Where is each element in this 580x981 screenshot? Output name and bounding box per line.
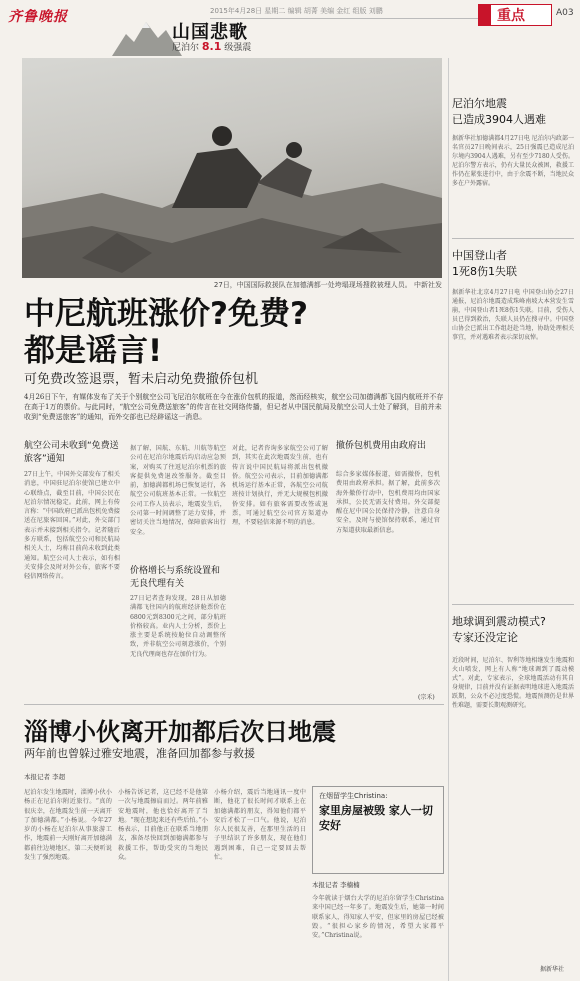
topic-sub-suffix: 级强震 (224, 43, 252, 53)
story2-col-2: 小杨告诉记者，这已经不是他第一次与地震擦肩而过。两年前雅安地震时，他也恰好离开了当地。“现在想起来还有些后怕。”小杨表示，目前他正在联系当地朋友，准备尽快回到加德满都参与救援工作，帮助受灾的当地民众。 (118, 789, 208, 862)
sidebar-divider-1 (452, 238, 574, 239)
story1-author: (宗禾) (418, 694, 435, 701)
photo-caption: 27日，中国国际救援队在加德满都一处垮塌现场搜救被埋人员。 中新社发 (213, 281, 442, 289)
rescue-scene-illustration (22, 58, 442, 278)
story2-col-3: 小杨介绍，震后当地通讯一度中断，他花了很长时间才联系上在加德满都的朋友，得知他们都平安后才松了一口气。他说，尼泊尔人民很友善，在那里生活的日子里结识了许多朋友，现在他们遇到困难，自己一定要回去帮忙。 (214, 789, 306, 862)
headline-zibo-man: 淄博小伙离开加都后次日地震 (24, 718, 336, 746)
story1-col-1: 27日上午，中国外交部发布了相关消息，中国驻尼泊尔使馆已建立中心联络点，截至目前，中国公民在尼泊尔情况稳定。此前，网上有传言称：“中国政府已派出包机免费接送在尼旅客回国。”对此，外交部门表示并未接到相关指令。记者随后多方联系，包括航空公司和民航局相关人士，均称目前尚未收到此类通知。航空公司人士表示，如有相关安排会及时对外公布，旅客不要轻信网络传言。 (24, 471, 120, 581)
story1-col-2: 据了解，国航、东航、川航等航空公司在尼泊尔地震后均启动应急预案，对购买了往返尼泊尔机票的旅客提供免费退改签服务。截至目前，加德满都机场已恢复运行，各航空公司航班基本正常。一位航空公司工作人员表示，地震发生后，公司第一时间调整了运力安排，并密切关注当地情况，保障旅客出行安全。 (130, 445, 226, 536)
sidebar-headline-3-line-1: 地球调到震动模式? (452, 615, 546, 628)
story2-dek: 两年前也曾躲过雅安地震，准备回加都参与救援 (24, 747, 255, 760)
story1-col-3: 对此，记者咨询多家航空公司了解到，其实在此次地震发生前，也有传言说中国民航局将派出包机撤侨。航空公司表示，目前加德满都机场运行基本正常，各航空公司航班按计划执行，并无大规模包机撤侨安排。如有旅客需要改签或退票，可通过航空公司官方渠道办理，不要轻信来源不明的消息。 (232, 445, 328, 527)
box-title: 家里房屋被毁 家人一切安好 (319, 804, 433, 832)
rescue-photo (22, 58, 442, 278)
sidebar-headline-3-line-2: 专家还没定论 (452, 631, 518, 644)
header-divider (210, 18, 490, 19)
topic-sub-prefix: 尼泊尔 (172, 43, 200, 53)
masthead (0, 0, 580, 58)
sidebar-text-3: 近段时间，尼泊尔、智利等地相继发生地震和火山喷发，网上有人称“地球调到了震动模式”。对此，专家表示，全球地震活动有其自身规律，目前并没有证据表明地球进入地震活跃期，公众不必过度恐慌。地震预测仍是世界性难题，需要长期观测研究。 (452, 657, 574, 709)
story1-subhead-3: 撤侨包机费用由政府出 (336, 441, 427, 451)
headline-flight-rumors (24, 296, 444, 370)
box-text: 今年就读于烟台大学的尼泊尔留学生Christina来中国已经一年多了。地震发生后，她第一时间联系家人，得知家人平安，但家里的房屋已经被毁。“很担心家乡的情况，希望大家都平安。”Christina说。 (312, 895, 444, 940)
story1-subhead-2: 价格增长与系统设置和无良代理有关 (130, 566, 221, 589)
sidebar-divider-2 (452, 604, 574, 605)
topic-sub-magnitude: 8.1 (201, 40, 222, 53)
student-box (312, 786, 444, 874)
section-mark-icon (479, 5, 491, 25)
sidebar-headline-1 (452, 96, 574, 128)
sidebar-headline-2-line-2: 1死8伤1失联 (452, 265, 517, 278)
headline-line-1: 中尼航班涨价?免费? (24, 296, 308, 332)
story1-lead: 4月26日下午，有媒体发布了关于个别航空公司飞尼泊尔航班在今在涨价包机的报道，然而经核实，航空公司加德满都飞国内航班并不存在高于1万的票价。与此同时，“航空公司免费送旅客”的传言在社交网络传播，但记者从中国民航局及航空公司人士处了解到，目前并未收到“免费送旅客”的通知，而外交部也已经辟谣这一消息。 (24, 393, 444, 421)
sidebar-headline-2 (452, 248, 574, 280)
story1-subhead-1: 航空公司未收到“免费送旅客”通知 (24, 441, 119, 464)
story1-col-4: 综合多家媒体报道，如需撤侨，包机费用由政府承担。据了解，此前多次海外撤侨行动中，包机费用均由国家承担，公民无需支付费用。外交部提醒在尼中国公民保持冷静，注意自身安全，及时与使馆保持联系，通过官方渠道获取最新信息。 (336, 471, 440, 534)
story1-col-2b: 27日记者查询发现，28日从加德满都飞往国内的航班经济舱票价在6800元到8300元之间，部分航班价格较高。业内人士分析，票价上涨主要是系统按舱位自动调整所致，并非航空公司刻意涨价，个别无良代理商也存在加价行为。 (130, 595, 226, 658)
story2-byline: 本报记者 李超 (24, 773, 66, 781)
topic-subtitle (172, 40, 251, 53)
box-byline: 本报记者 李楠楠 (312, 881, 360, 889)
page-number: A03 (556, 8, 574, 18)
story-divider (24, 704, 444, 705)
topic-title: 山国悲歌 (172, 22, 248, 43)
sidebar-text-1: 据新华社加德满都4月27日电 尼泊尔内政部一名官员27日晚间表示，25日强震已造成尼泊尔境内3904人遇难，另有至少7180人受伤。尼泊尔警方表示，仍有大量民众被困，救援工作仍在紧张进行中，由于余震不断，当地民众多在户外露宿。 (452, 135, 574, 187)
story1-dek: 可免费改签退票，暂未启动免费撤侨包机 (24, 372, 259, 387)
section-tag (478, 4, 552, 26)
story2-col-1: 尼泊尔发生地震时，淄博小伙小杨正在尼泊尔附近旅行。“真的很庆幸，在地震发生前一天离开了加德满都。”小杨说。今年27岁的小杨在尼泊尔从事旅游工作，地震前一天刚好离开加德满都前往边境地区，第二天便听说发生了强烈地震。 (24, 789, 112, 862)
sidebar-source: 据新华社 (540, 966, 565, 973)
sidebar-headline-3 (452, 614, 574, 646)
date-line: 2015年4月28日 星期二 编辑 胡菁 美编 金红 组版 刘鹏 (210, 7, 383, 15)
headline-line-2: 都是谣言! (24, 333, 163, 369)
section-label: 重点 (497, 8, 525, 24)
sidebar-text-2: 据新华社北京4月27日电 中国登山协会27日通报，尼泊尔地震造成珠峰南坡大本营发生雪崩，中国登山者1死8伤1失联。目前，受伤人员已得到救治，失联人员仍在搜寻中。中国登山协会已派出工作组赶赴当地，协助处理相关事宜，并对遇难者表示深切哀悼。 (452, 289, 574, 341)
sidebar-headline-1-line-1: 尼泊尔地震 (452, 97, 507, 110)
box-kicker: 在烟留学生Christina: (319, 792, 388, 800)
newspaper-logo: 齐鲁晚报 (8, 9, 68, 25)
sidebar-headline-2-line-1: 中国登山者 (452, 249, 507, 262)
sidebar-headline-1-line-2: 已造成3904人遇难 (452, 113, 546, 126)
